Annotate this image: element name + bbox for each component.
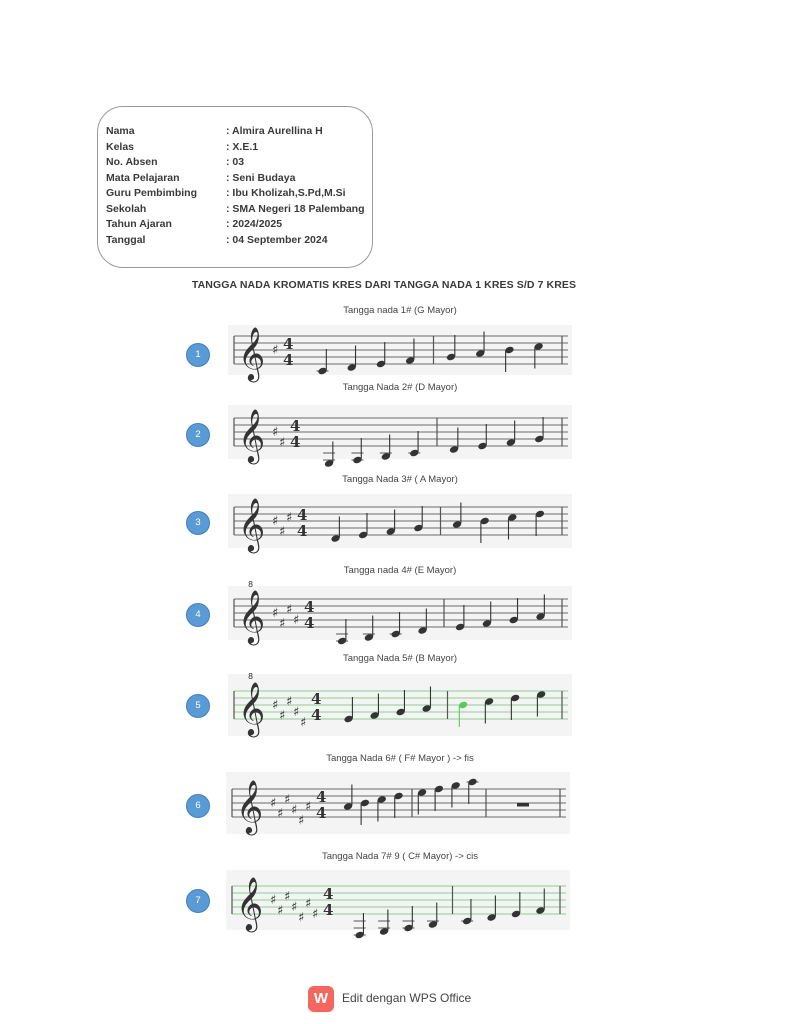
sharp-icon: ♯: [272, 425, 279, 440]
info-label: No. Absen: [106, 156, 158, 168]
sharp-icon: ♯: [298, 813, 305, 829]
staff-title: Tangga Nada 3# ( A Mayor): [342, 474, 458, 485]
music-staff: [228, 405, 572, 462]
sharp-icon: ♯: [279, 435, 286, 451]
staff-title: Tangga Nada 5# (B Mayor): [342, 653, 458, 664]
time-signature-bottom: 4: [283, 351, 294, 369]
info-label: Tahun Ajaran: [106, 218, 172, 230]
time-signature-top: 4: [297, 506, 308, 524]
sharp-icon: ♯: [279, 524, 286, 540]
time-signature-top: 4: [283, 335, 294, 353]
sharp-icon: ♯: [293, 705, 300, 720]
sharp-icon: ♯: [305, 799, 312, 815]
music-staff: [228, 674, 572, 736]
staff-title: Tangga nada 1# (G Mayor): [343, 305, 457, 316]
sharp-icon: ♯: [277, 806, 284, 822]
whole-rest-icon: [517, 803, 529, 807]
sharp-icon: ♯: [291, 803, 298, 818]
music-staff: [228, 494, 572, 551]
sharp-icon: ♯: [291, 900, 298, 915]
time-signature-bottom: 4: [290, 433, 301, 451]
sharp-icon: ♯: [279, 708, 286, 724]
time-signature-bottom: 4: [304, 614, 315, 632]
sharp-icon: ♯: [272, 343, 279, 358]
sharp-icon: ♯: [270, 893, 277, 908]
sharp-icon: ♯: [286, 694, 293, 710]
sharp-icon: ♯: [298, 910, 305, 926]
info-label: Tanggal: [106, 233, 146, 246]
sharp-icon: ♯: [293, 613, 300, 628]
music-staff: [226, 870, 570, 930]
info-label: Sekolah: [106, 202, 147, 215]
info-value: : X.E.1: [226, 140, 259, 153]
time-signature-bottom: 4: [323, 901, 334, 919]
document-title: TANGGA NADA KROMATIS KRES DARI TANGGA NADA 1 KRES S/D 7 KRES: [191, 279, 577, 291]
info-label: Nama: [106, 125, 135, 137]
wps-edit-link[interactable]: Edit dengan WPS Office: [342, 991, 472, 1005]
sharp-icon: ♯: [272, 698, 279, 713]
sharp-icon: ♯: [279, 616, 286, 632]
time-signature-top: 4: [323, 885, 334, 903]
info-label: Mata Pelajaran: [106, 171, 180, 184]
music-staff: [226, 772, 570, 834]
info-label: Guru Pembimbing: [106, 187, 198, 199]
staff-number-badge: 4: [186, 603, 210, 627]
staff-title: Tangga Nada 6# ( F# Mayor ) -> fis: [326, 753, 474, 764]
sharp-icon: ♯: [272, 606, 279, 621]
sharp-icon: ♯: [284, 792, 291, 808]
staff-title: Tangga nada 4# (E Mayor): [343, 565, 457, 576]
sharp-icon: ♯: [312, 907, 319, 922]
sharp-icon: ♯: [270, 796, 277, 811]
sharp-icon: ♯: [305, 896, 312, 912]
treble-clef-icon: 𝄞: [238, 681, 266, 735]
staff-number-badge: 7: [186, 889, 210, 913]
sharp-icon: ♯: [272, 514, 279, 529]
wps-edit-bar[interactable]: [0, 986, 768, 1014]
treble-clef-icon: 𝄞: [236, 876, 264, 930]
treble-clef-icon: 𝄞: [238, 497, 266, 551]
time-signature-top: 4: [304, 598, 315, 616]
sharp-icon: ♯: [300, 715, 307, 731]
time-signature-top: 4: [316, 788, 327, 806]
time-signature-bottom: 4: [316, 804, 327, 822]
sharp-icon: ♯: [286, 602, 293, 618]
treble-clef-icon: 𝄞: [238, 589, 266, 643]
time-signature-bottom: 4: [297, 522, 308, 540]
time-signature-bottom: 4: [311, 706, 322, 724]
time-signature-top: 4: [290, 417, 301, 435]
time-signature-top: 4: [311, 690, 322, 708]
staff-number-badge: 5: [186, 694, 210, 718]
info-value: : Ibu Kholizah,S.Pd,M.Si: [226, 187, 346, 199]
octave-mark-icon: 8: [248, 672, 254, 681]
treble-clef-icon: 𝄞: [238, 408, 266, 462]
sharp-icon: ♯: [284, 889, 291, 905]
staff-title: Tangga Nada 7# 9 ( C# Mayor) -> cis: [321, 851, 479, 862]
treble-clef-icon: 𝄞: [236, 779, 264, 833]
staff-number-badge: 1: [186, 343, 210, 367]
info-label: Kelas: [106, 140, 135, 153]
info-value: : 03: [226, 156, 245, 168]
wps-logo-icon[interactable]: W: [308, 986, 334, 1012]
staff-number-badge: 3: [186, 511, 210, 535]
staff-number-badge: 6: [186, 794, 210, 818]
info-value: : 2024/2025: [226, 218, 283, 230]
info-value: : Seni Budaya: [226, 171, 296, 184]
sharp-icon: ♯: [277, 903, 284, 919]
treble-clef-icon: 𝄞: [238, 326, 266, 380]
music-staff: [228, 325, 572, 380]
info-value: : 04 September 2024: [226, 233, 328, 246]
staff-number-badge: 2: [186, 423, 210, 447]
info-value: : SMA Negeri 18 Palembang: [226, 202, 365, 215]
info-value: : Almira Aurellina H: [226, 125, 323, 137]
sharp-icon: ♯: [286, 510, 293, 526]
staff-title: Tangga Nada 2# (D Mayor): [342, 382, 458, 393]
octave-mark-icon: 8: [248, 580, 254, 589]
music-staff: [228, 580, 572, 643]
